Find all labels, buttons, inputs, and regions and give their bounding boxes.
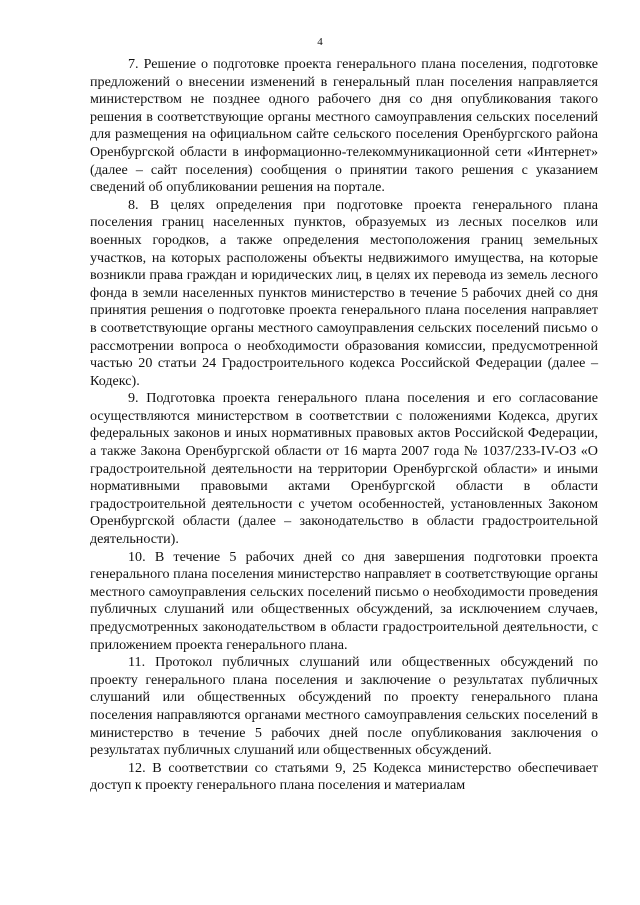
paragraph-9: 9. Подготовка проекта генерального плана поселения и его согласование осуществляются министерством в соответствии с положениями Кодекса, других федеральных законов и иных нормативных правовых актов Российской Федерации, а также Закона Оренбургской области от 16 марта 2007 года № 1037/233-IV-ОЗ «О градостроительной деятельности на территории Оренбургской области» и иными нормативными правовыми актами Оренбургской области в области градостроительной деятельности с учетом особенностей, установленных Законом Оренбургской области (далее – законодательство в области градостроительной деятельности). (90, 390, 598, 548)
page-number: 4 (317, 36, 323, 48)
paragraph-8: 8. В целях определения при подготовке проекта генерального плана поселения границ населенных пунктов, образуемых из лесных поселков или военных городков, а также определения местоположения границ земельных участков, на которых расположены объекты недвижимого имущества, на которые возникли права граждан и юридических лиц, в целях их перевода из земель лесного фонда в земли населенных пунктов министерство в течение 5 рабочих дней со дня принятия решения о подготовке проекта генерального плана поселения направляет в соответствующие органы местного самоуправления сельских поселений письмо о рассмотрении вопроса о необходимости образования комиссии, предусмотренной частью 20 статьи 24 Градостроительного кодекса Российской Федерации (далее – Кодекс). (90, 196, 598, 389)
paragraph-11: 11. Протокол публичных слушаний или общественных обсуждений по проекту генерального плана поселения и заключение о результатах публичных слушаний или общественных обсуждений по проекту генерального плана поселения направляются органами местного самоуправления сельских поселений в министерство в течение 5 рабочих дней после опубликования заключения о результатах публичных слушаний или общественных обсуждений. (90, 654, 598, 759)
paragraph-10: 10. В течение 5 рабочих дней со дня завершения подготовки проекта генерального плана поселения министерство направляет в соответствующие органы местного самоуправления сельских поселений письмо о необходимости проведения публичных слушаний или общественных обсуждений, за исключением случаев, предусмотренных законодательством в области градостроительной деятельности, с приложением проекта генерального плана. (90, 548, 598, 653)
document-body (90, 56, 598, 795)
paragraph-12: 12. В соответствии со статьями 9, 25 Кодекса министерство обеспечивает доступ к проекту генерального плана поселения и материалам (90, 759, 598, 794)
paragraph-7: 7. Решение о подготовке проекта генерального плана поселения, подготовке предложений о внесении изменений в генеральный план поселения направляется министерством не позднее одного рабочего дня со дня опубликования такого решения в соответствующие органы местного самоуправления сельских поселений для размещения на официальном сайте сельского поселения Оренбургского района Оренбургской области в информационно-телекоммуникационной сети «Интернет» (далее – сайт поселения) сообщения о принятии такого решения с указанием сведений об опубликовании решения на портале. (90, 56, 598, 196)
